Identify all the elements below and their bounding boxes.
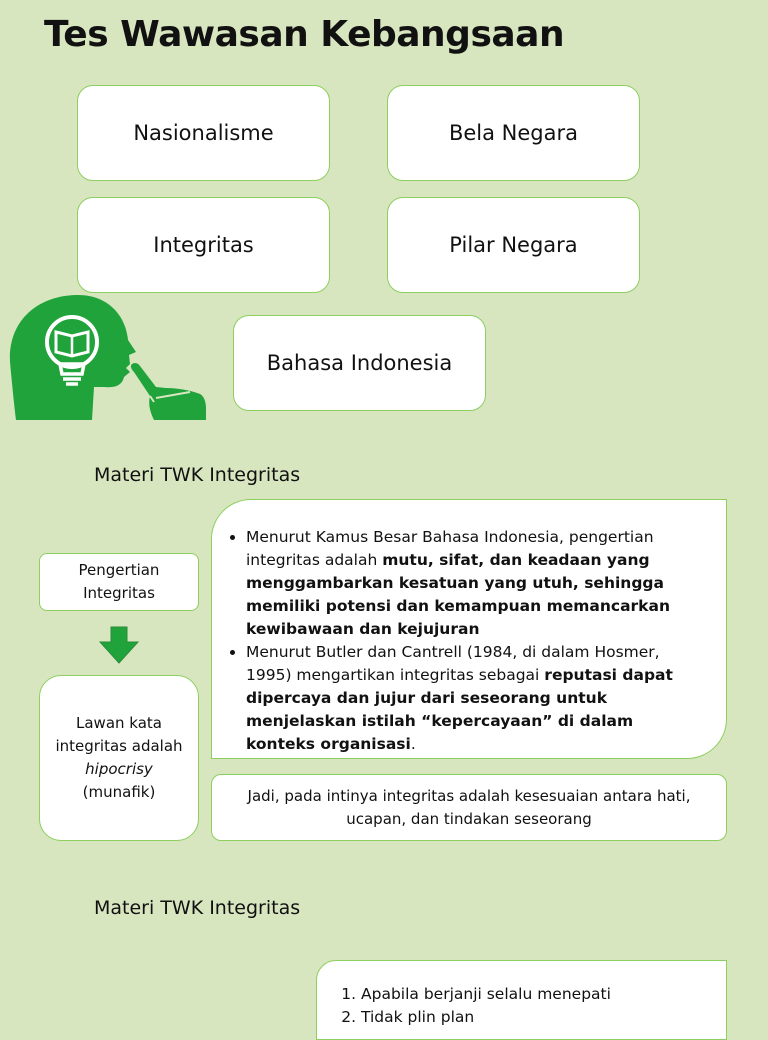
definition-label-line1: Pengertian: [78, 561, 160, 579]
topic-bela-negara[interactable]: Bela Negara: [387, 85, 640, 181]
section-heading-1: Materi TWK Integritas: [94, 464, 301, 486]
antonym-line2: integritas adalah: [55, 737, 183, 755]
arrow-down-icon: [99, 626, 139, 664]
antonym-word: hipocrisy: [85, 760, 153, 778]
antonym-line1: Lawan kata: [76, 714, 162, 732]
traits-list-box: [316, 960, 727, 1040]
topic-bahasa-indonesia[interactable]: Bahasa Indonesia: [233, 315, 486, 411]
bullet-kbbi: [246, 526, 706, 641]
bullet-kbbi-bold: mutu, sifat, dan keadaan yang menggambarkan kesatuan yang utuh, sehingga memiliki potensi dan kemampuan memancarkan kewibawaan dan kejujuran: [246, 551, 670, 638]
bullet-kbbi-lead: Menurut Kamus Besar Bahasa Indonesia, pengertian integritas adalah: [246, 528, 654, 569]
trait-item-1: 1. Apabila berjanji selalu menepati: [361, 983, 716, 1006]
definition-content-box: [211, 499, 727, 759]
trait-item-2: 2. Tidak plin plan: [361, 1006, 716, 1029]
bullet-butler-lead: Menurut Butler dan Cantrell (1984, di dalam Hosmer, 1995) mengartikan integritas sebagai: [246, 643, 660, 684]
page-title: Tes Wawasan Kebangsaan: [44, 14, 565, 55]
definition-label-line2: Integritas: [83, 584, 155, 602]
antonym-meaning: (munafik): [82, 783, 156, 801]
head-with-lightbulb-book-icon: [4, 292, 208, 422]
definition-label-box: [39, 553, 199, 611]
topic-nasionalisme[interactable]: Nasionalisme: [77, 85, 330, 181]
bullet-butler: [246, 641, 706, 756]
bullet-butler-bold: reputasi dapat dipercaya dan jujur dari seseorang untuk menjelaskan istilah “kepercayaan” di dalam konteks organisasi: [246, 666, 673, 753]
topic-pilar-negara[interactable]: Pilar Negara: [387, 197, 640, 293]
antonym-box: [39, 675, 199, 841]
section-heading-2: Materi TWK Integritas: [94, 897, 301, 919]
conclusion-box: Jadi, pada intinya integritas adalah kesesuaian antara hati, ucapan, dan tindakan seseorang: [211, 774, 727, 841]
topic-integritas[interactable]: Integritas: [77, 197, 330, 293]
bullet-butler-tail: .: [410, 735, 416, 753]
